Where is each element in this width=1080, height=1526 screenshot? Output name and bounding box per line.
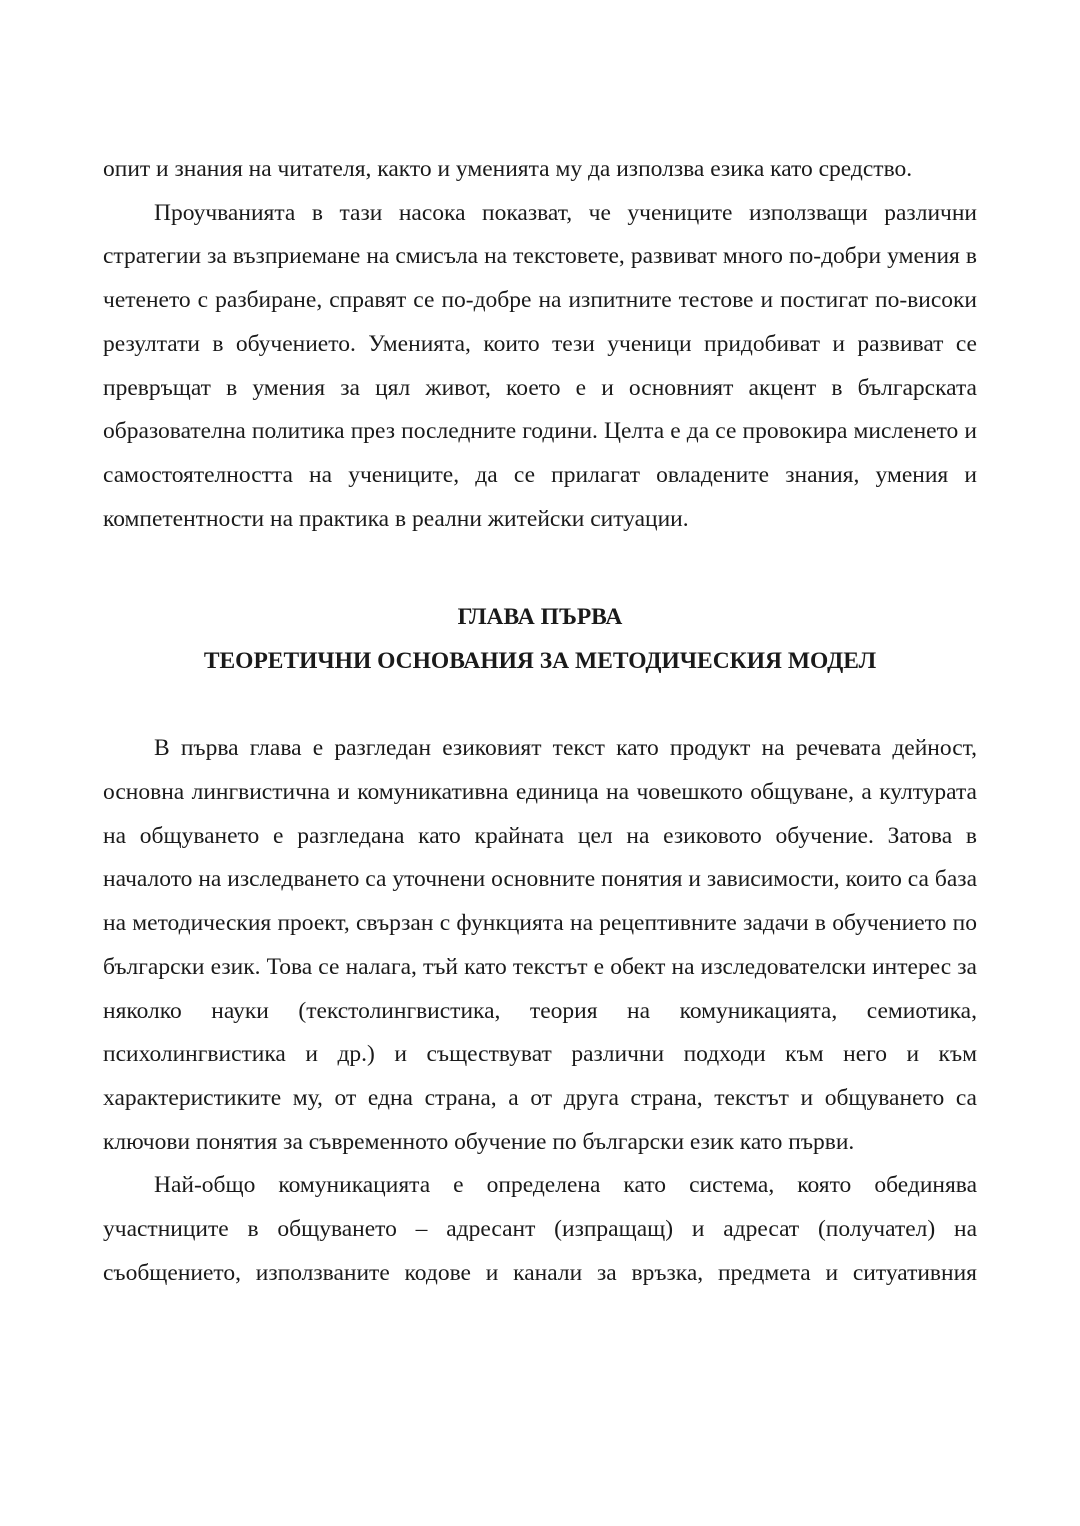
chapter-title: ТЕОРЕТИЧНИ ОСНОВАНИЯ ЗА МЕТОДИЧЕСКИЯ МОДЕЛ xyxy=(203,648,877,675)
chapter-heading xyxy=(103,595,977,683)
paragraph-continuation: опит и знания на читателя, както и уменията му да използва езика като средство. xyxy=(103,156,913,182)
document-page xyxy=(103,148,977,1295)
paragraph-research: Проучванията в тази насока показват, че учениците използващи различни стратегии за възприемане на смисъла на текстовете, развиват много по-добри умения в четенето с разбиране, справят се по-добре на изпитните тестове и постигат по-високи резултати в обучението. Уменията, които тези ученици придобиват и развиват се превръщат в умения за цял живот, което е и основният акцент в българската образователна политика през последните години. Целта е да се провокира мисленето и самостоятелността на учениците, да се прилагат овладените знания, умения и компетентности на практика в реални житейски ситуации. xyxy=(103,199,977,532)
paragraph-chapter-intro: В първа глава е разгледан езиковият текст като продукт на речевата дейност, основна лингвистична и комуникативна единица на човешкото общуване, а културата на общуването е разгледана като крайната цел на езиковото обучение. Затова в началото на изследването са уточнени основните понятия и зависимости, които са база на методическия проект, свързан с функцията на рецептивните задачи в обучението по български език. Това се налага, тъй като текстът е обект на изследователски интерес за няколко науки (текстолингвистика, теория на комуникацията, семиотика, психолингвистика и др.) и съществуват различни подходи към него и към характеристиките му, от една страна, а от друга страна, текстът и общуването са ключови понятия за съвременното обучение по български език като първи. xyxy=(103,735,977,1155)
chapter-label: ГЛАВА ПЪРВА xyxy=(457,604,623,631)
paragraph-communication: Най-общо комуникацията е определена като система, която обединява участниците в общуването – адресант (изпращащ) и адресат (получател) на съобщението, използваните кодове и канали за връзка, предмета и ситуативния xyxy=(103,1172,977,1286)
